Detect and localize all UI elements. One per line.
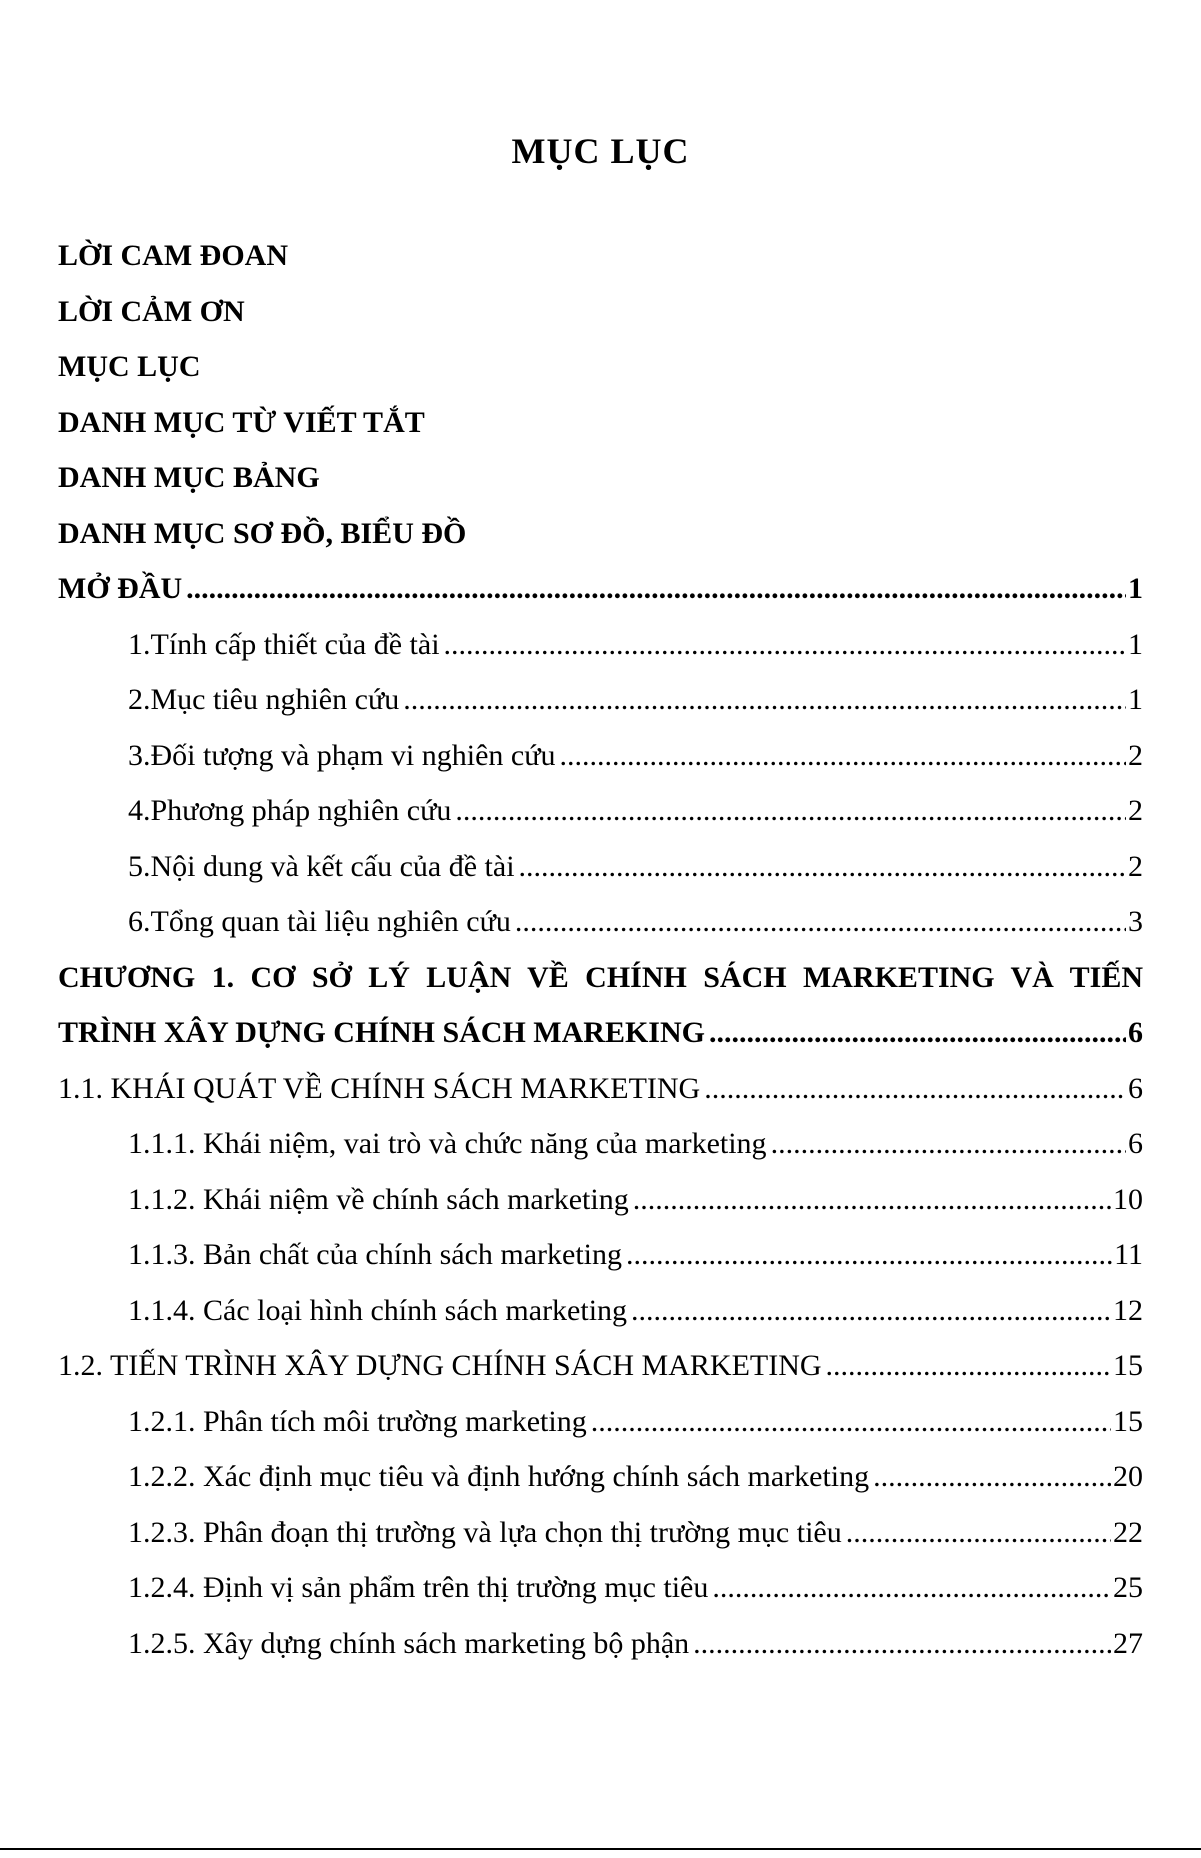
leader-dots — [826, 1338, 1111, 1394]
toc-entry-text: 1.2.1. Phân tích môi trường marketing — [128, 1404, 587, 1438]
toc-entry-front[interactable] — [58, 395, 1143, 451]
toc-entry-text: 6.Tổng quan tài liệu nghiên cứu — [128, 905, 511, 938]
leader-dots — [873, 1449, 1111, 1505]
toc-entry-front[interactable] — [58, 506, 1143, 562]
table-of-contents — [58, 228, 1143, 1671]
toc-entry-text: 1.2.5. Xây dựng chính sách marketing bộ phận — [128, 1626, 690, 1660]
toc-entry-text: CHƯƠNG 1. CƠ SỞ LÝ LUẬN VỀ CHÍNH SÁCH MARKETING VÀ TIẾN — [58, 960, 1143, 994]
toc-entry-text: 1.1.4. Các loại hình chính sách marketing — [128, 1293, 628, 1327]
toc-entry-subsection[interactable] — [58, 1616, 1143, 1672]
toc-entry-text: 1.2. TIẾN TRÌNH XÂY DỰNG CHÍNH SÁCH MARKETING — [58, 1349, 822, 1382]
toc-entry-intro-item[interactable] — [58, 672, 1143, 728]
toc-page-number: 2 — [1128, 794, 1143, 827]
toc-page-number: 6 — [1128, 1016, 1143, 1049]
toc-page-number: 2 — [1128, 849, 1143, 883]
toc-page-number: 6 — [1128, 1071, 1143, 1105]
toc-entry-front[interactable] — [58, 228, 1143, 284]
toc-entry-text: MỞ ĐẦU — [58, 572, 183, 605]
toc-entry-intro-item[interactable] — [58, 728, 1143, 784]
toc-entry-text: MỤC LỤC — [58, 350, 201, 383]
toc-entry-subsection[interactable] — [58, 1505, 1143, 1561]
toc-page-number: 25 — [1113, 1571, 1143, 1604]
toc-entry-subsection[interactable] — [58, 1560, 1143, 1616]
leader-dots — [704, 1061, 1126, 1117]
toc-entry-section[interactable] — [58, 1061, 1143, 1117]
toc-entry-text: 1.2.4. Định vị sản phẩm trên thị trường mục tiêu — [128, 1571, 709, 1604]
toc-page-number: 12 — [1113, 1293, 1143, 1327]
toc-entry-subsection[interactable] — [58, 1116, 1143, 1172]
toc-entry-subsection[interactable] — [58, 1283, 1143, 1339]
leader-dots — [771, 1116, 1126, 1172]
toc-page-number: 15 — [1113, 1404, 1143, 1438]
toc-page-number: 22 — [1113, 1515, 1143, 1549]
toc-entry-text: 1.2.2. Xác định mục tiêu và định hướng chính sách marketing — [128, 1460, 870, 1493]
toc-entry-text: TRÌNH XÂY DỰNG CHÍNH SÁCH MAREKING — [58, 1016, 705, 1049]
toc-entry-intro[interactable] — [58, 561, 1143, 617]
toc-entry-text: LỜI CẢM ƠN — [58, 294, 245, 328]
leader-dots — [444, 617, 1126, 673]
toc-page-number: 6 — [1128, 1127, 1143, 1160]
leader-dots — [626, 1227, 1112, 1283]
toc-entry-text: 1.2.3. Phân đoạn thị trường và lựa chọn thị trường mục tiêu — [128, 1515, 842, 1549]
toc-entry-intro-item[interactable] — [58, 617, 1143, 673]
toc-entry-section[interactable] — [58, 1338, 1143, 1394]
toc-page-number: 15 — [1113, 1349, 1143, 1382]
toc-page-number: 11 — [1114, 1238, 1143, 1271]
leader-dots — [519, 839, 1126, 895]
toc-entry-chapter-line2[interactable] — [58, 1005, 1143, 1061]
leader-dots — [709, 1005, 1126, 1061]
toc-entry-front[interactable] — [58, 339, 1143, 395]
toc-entry-front[interactable] — [58, 284, 1143, 340]
toc-entry-text: 4.Phương pháp nghiên cứu — [128, 794, 452, 827]
toc-page-number: 3 — [1128, 905, 1143, 938]
toc-page-number: 10 — [1113, 1182, 1143, 1216]
toc-entry-text: DANH MỤC BẢNG — [58, 461, 320, 494]
toc-entry-front[interactable] — [58, 450, 1143, 506]
toc-entry-subsection[interactable] — [58, 1449, 1143, 1505]
toc-entry-text: LỜI CAM ĐOAN — [58, 239, 288, 272]
toc-entry-subsection[interactable] — [58, 1172, 1143, 1228]
toc-page-number: 20 — [1113, 1460, 1143, 1493]
leader-dots — [631, 1283, 1111, 1339]
toc-entry-text: DANH MỤC TỪ VIẾT TẮT — [58, 405, 425, 439]
toc-entry-intro-item[interactable] — [58, 894, 1143, 950]
leader-dots — [712, 1560, 1111, 1616]
toc-entry-subsection[interactable] — [58, 1394, 1143, 1450]
leader-dots — [846, 1505, 1111, 1561]
toc-entry-text: 2.Mục tiêu nghiên cứu — [128, 683, 400, 716]
toc-page-number: 2 — [1128, 738, 1143, 772]
toc-entry-text: 1.1.3. Bản chất của chính sách marketing — [128, 1238, 623, 1271]
leader-dots — [560, 728, 1127, 784]
toc-entry-text: 1.1.1. Khái niệm, vai trò và chức năng của marketing — [128, 1127, 767, 1160]
toc-entry-chapter-line1[interactable] — [58, 950, 1143, 1006]
leader-dots — [403, 672, 1126, 728]
toc-page-number: 1 — [1128, 627, 1143, 661]
page-title: MỤC LỤC — [511, 131, 690, 171]
toc-entry-text: 5.Nội dung và kết cấu của đề tài — [128, 849, 515, 883]
leader-dots — [693, 1616, 1111, 1672]
toc-entry-text: 1.1. KHÁI QUÁT VỀ CHÍNH SÁCH MARKETING — [58, 1071, 701, 1105]
toc-page-number: 1 — [1128, 683, 1143, 716]
leader-dots — [186, 561, 1126, 617]
toc-entry-text: 1.1.2. Khái niệm về chính sách marketing — [128, 1182, 629, 1216]
leader-dots — [591, 1394, 1111, 1450]
page-bottom-border — [0, 1848, 1201, 1850]
leader-dots — [515, 894, 1126, 950]
toc-entry-text: DANH MỤC SƠ ĐỒ, BIỂU ĐỒ — [58, 516, 467, 550]
toc-entry-intro-item[interactable] — [58, 839, 1143, 895]
toc-entry-text: 1.Tính cấp thiết của đề tài — [128, 627, 440, 661]
leader-dots — [633, 1172, 1111, 1228]
leader-dots — [455, 783, 1126, 839]
toc-page-number: 1 — [1128, 572, 1143, 605]
toc-page-number: 27 — [1113, 1626, 1143, 1660]
toc-entry-text: 3.Đối tượng và phạm vi nghiên cứu — [128, 738, 556, 772]
toc-entry-subsection[interactable] — [58, 1227, 1143, 1283]
toc-entry-intro-item[interactable] — [58, 783, 1143, 839]
